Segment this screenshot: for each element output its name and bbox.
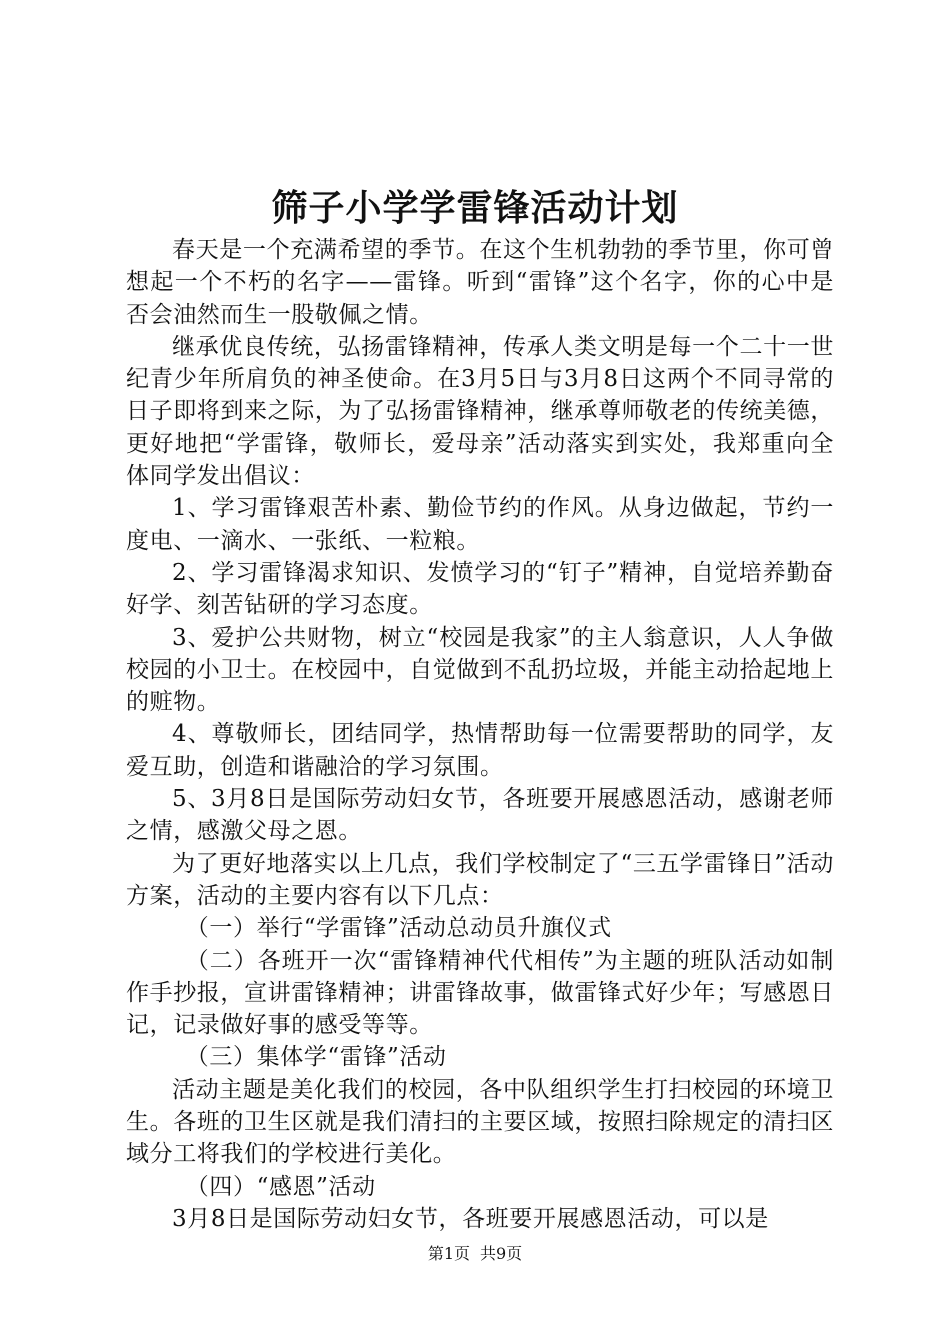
paragraph-womens-day: 3月8日是国际劳动妇女节，各班要开展感恩活动，可以是 [172, 1205, 769, 1232]
paragraph-plan: 为了更好地落实以上几点，我们学校制定了“三五学雷锋日”活动方案，活动的主要内容有以下几点： [126, 850, 834, 909]
list-item-4: 4、尊敬师长，团结同学，热情帮助每一位需要帮助的同学，友爱互助，创造和谐融洽的学习氛围。 [126, 721, 834, 780]
paragraph-campus: 活动主题是美化我们的校园，各中队组织学生打扫校园的环境卫生。各班的卫生区就是我们清扫的主要区域，按照扫除规定的清扫区域分工将我们的学校进行美化。 [126, 1076, 834, 1168]
list-item-3: 3、爱护公共财物，树立“校园是我家”的主人翁意识，人人争做校园的小卫士。在校园中，自觉做到不乱扔垃圾，并能主动拾起地上的赃物。 [126, 624, 834, 716]
page-number: 第1页 [427, 1244, 470, 1263]
section-heading-2: （二）各班开一次“雷锋精神代代相传”为主题的班队活动如制作手抄报，宣讲雷锋精神；讲雷锋故事，做雷锋式好少年；写感恩日记，记录做好事的感受等等。 [126, 947, 834, 1039]
section-heading-4: （四）“感恩”活动 [185, 1173, 376, 1200]
document-title: 筛子小学学雷锋活动计划 [271, 187, 679, 229]
list-item-2: 2、学习雷锋渴求知识、发愤学习的“钉子”精神，自觉培养勤奋好学、刻苦钻研的学习态度。 [126, 559, 834, 619]
page-total: 共9页 [480, 1244, 523, 1263]
paragraph-proposal: 继承优良传统，弘扬雷锋精神，传承人类文明是每一个二十一世纪青少年所肩负的神圣使命。在3月5日与3月8日这两个不同寻常的日子即将到来之际，为了弘扬雷锋精神，继承尊师敬老的传统美德，更好地把“学雷锋，敬师长，爱母亲”活动落实到实处，我郑重向全体同学发出倡议： [126, 333, 834, 490]
section-heading-1: （一）举行“学雷锋”活动总动员升旗仪式 [185, 915, 612, 942]
document-body [126, 234, 834, 1235]
list-item-1: 1、学习雷锋艰苦朴素、勤俭节约的作风。从身边做起，节约一度电、一滴水、一张纸、一粒粮。 [126, 495, 834, 554]
section-heading-3: （三）集体学“雷锋”活动 [185, 1044, 447, 1071]
list-item-5: 5、3月8日是国际劳动妇女节，各班要开展感恩活动，感谢老师之情，感激父母之恩。 [126, 786, 834, 845]
page-footer [0, 1242, 950, 1266]
paragraph-intro: 春天是一个充满希望的季节。在这个生机勃勃的季节里，你可曾想起一个不朽的名字——雷锋。听到“雷锋”这个名字，你的心中是否会油然而生一股敬佩之情。 [126, 237, 834, 328]
